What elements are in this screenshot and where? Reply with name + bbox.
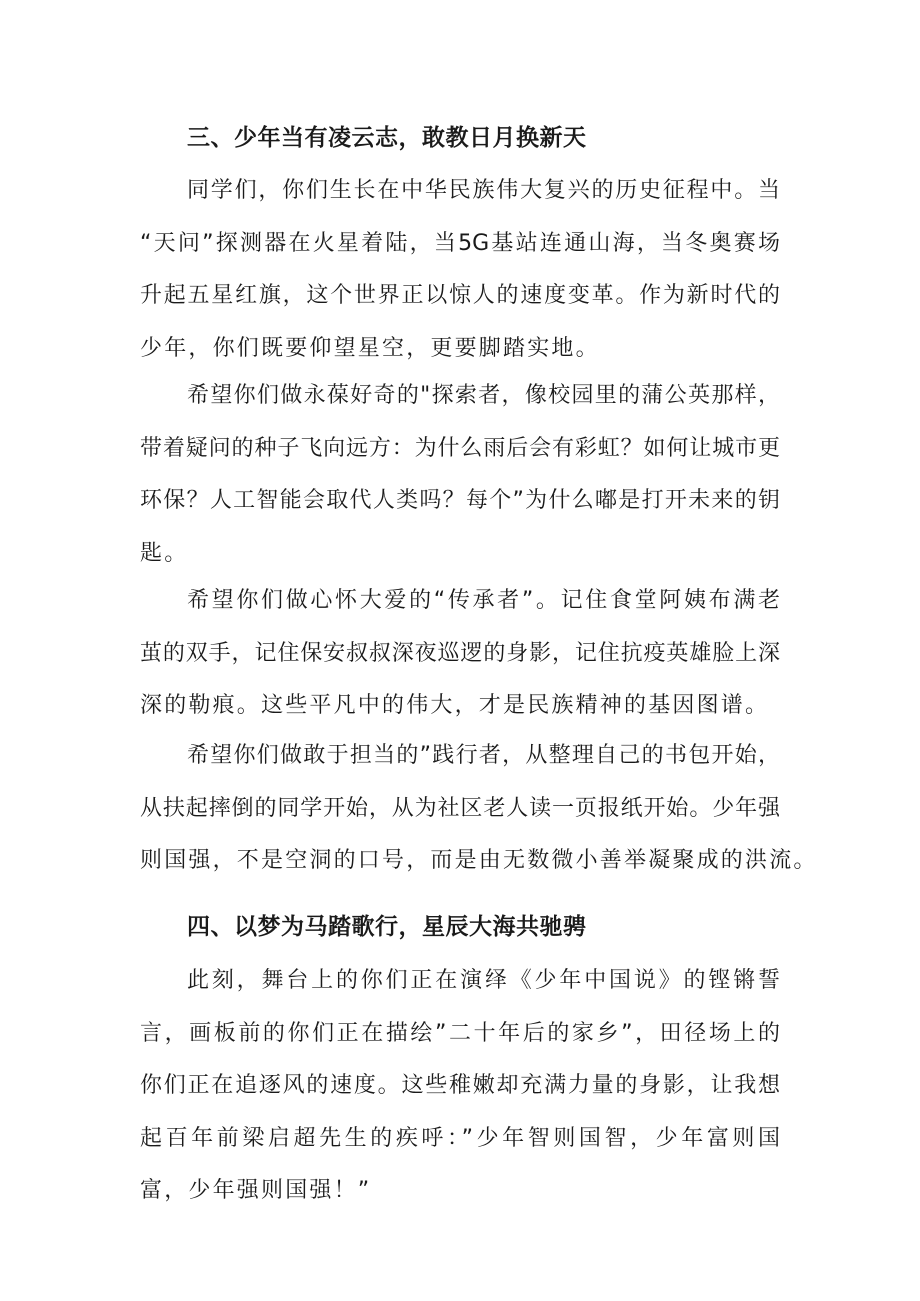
text-line: 富，少年强则国强！” <box>140 1178 372 1203</box>
text-line: 则国强，不是空洞的口号，而是由无数微小善举凝聚成的洪流。 <box>140 848 818 873</box>
text-line: 此刻，舞台上的你们正在演绎《少年中国说》的铿锵誓 <box>187 968 780 993</box>
text-line: 环保？人工智能会取代人类吗？每个”为什么嘟是打开未来的钥 <box>140 488 780 513</box>
text-line: 匙。 <box>140 540 189 566</box>
text-line: 你们正在追逐风的速度。这些稚嫩却充满力量的身影，让我想 <box>140 1073 780 1098</box>
text-line: 希望你们做敢于担当的”践行者，从整理自己的书包开始， <box>187 743 780 768</box>
section-heading-4: 四、以梦为马踏歌行，星辰大海共驰骋 <box>187 914 587 940</box>
text-line: “天问”探测器在火星着陆，当5G基站连通山海，当冬奥赛场 <box>140 230 780 256</box>
paragraph-2 <box>140 370 780 580</box>
text-line: 同学们，你们生长在中华民族伟大复兴的历史征程中。当 <box>187 178 780 203</box>
paragraph-3 <box>140 575 780 733</box>
text-line: 希望你们做心怀大爱的“传承者”。记住食堂阿姨布满老 <box>187 588 780 613</box>
text-line: 起百年前梁启超先生的疾呼：”少年智则国智，少年富则国 <box>140 1125 780 1151</box>
text-line: 希望你们做永葆好奇的"探索者，像校园里的蒲公英那样， <box>187 383 780 408</box>
paragraph-1 <box>140 165 780 375</box>
text-line: 言，画板前的你们正在描绘”二十年后的家乡”，田径场上的 <box>140 1020 780 1046</box>
text-line: 深的勒痕。这些平凡中的伟大，才是民族精神的基因图谱。 <box>140 693 770 718</box>
paragraph-4 <box>140 730 818 888</box>
section-heading-3: 三、少年当有凌云志，敢教日月换新天 <box>187 125 587 151</box>
text-line: 升起五星红旗，这个世界正以惊人的速度变革。作为新时代的 <box>140 283 780 308</box>
text-line: 从扶起摔倒的同学开始，从为社区老人读一页报纸开始。少年强 <box>140 795 780 821</box>
text-line: 少年，你们既要仰望星空，更要脚踏实地。 <box>140 335 600 361</box>
paragraph-5 <box>140 955 780 1218</box>
text-line: 茧的双手，记住保安叔叔深夜巡逻的身影，记住抗疫英雄脸上深 <box>140 640 780 666</box>
text-line: 带着疑问的种子飞向远方：为什么雨后会有彩虹？如何让城市更 <box>140 435 780 461</box>
